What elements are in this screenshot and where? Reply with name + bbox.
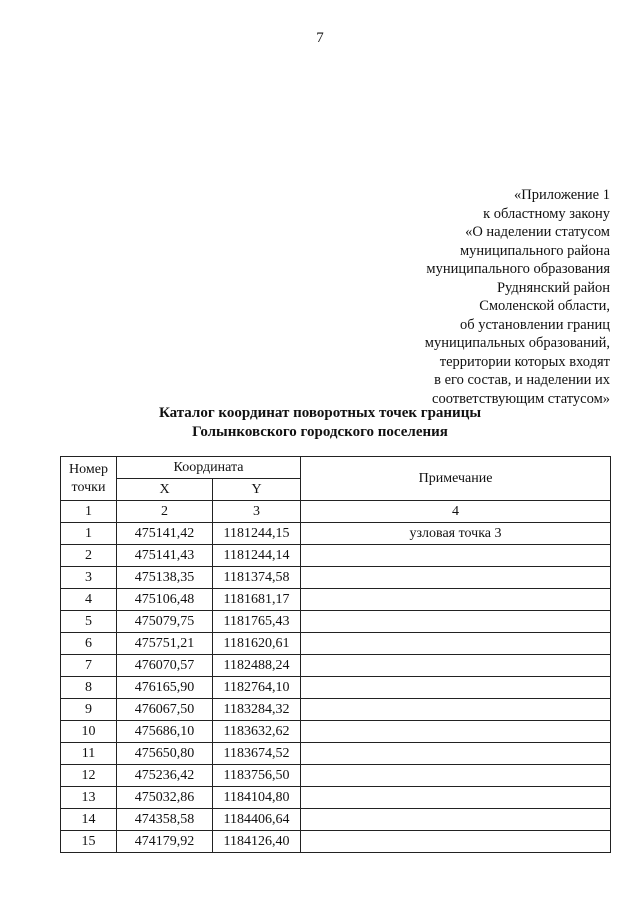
table-row bbox=[61, 589, 611, 611]
y-coordinate-cell: 1184406,64 bbox=[213, 809, 301, 831]
y-coordinate-cell: 1182764,10 bbox=[213, 677, 301, 699]
y-coordinate-cell: 1181765,43 bbox=[213, 611, 301, 633]
point-number-cell: 10 bbox=[61, 721, 117, 743]
x-coordinate-cell: 474358,58 bbox=[117, 809, 213, 831]
point-number-cell: 15 bbox=[61, 831, 117, 853]
point-number-cell: 5 bbox=[61, 611, 117, 633]
x-coordinate-cell: 474179,92 bbox=[117, 831, 213, 853]
table-body bbox=[61, 523, 611, 853]
header-coordinates: Координата bbox=[117, 457, 301, 479]
x-coordinate-cell: 476070,57 bbox=[117, 655, 213, 677]
appendix-line: в его состав, и наделении их bbox=[434, 372, 610, 388]
x-coordinate-cell: 475751,21 bbox=[117, 633, 213, 655]
appendix-line: муниципальных образований, bbox=[424, 335, 610, 351]
caption-line-1: Каталог координат поворотных точек границы bbox=[158, 405, 482, 421]
coordinates-table bbox=[60, 456, 611, 853]
note-cell bbox=[301, 677, 611, 699]
x-coordinate-cell: 475236,42 bbox=[117, 765, 213, 787]
table-row bbox=[61, 809, 611, 831]
x-coordinate-cell: 475686,10 bbox=[117, 721, 213, 743]
y-coordinate-cell: 1181244,15 bbox=[213, 523, 301, 545]
y-coordinate-cell: 1181681,17 bbox=[213, 589, 301, 611]
table-header-row bbox=[61, 457, 611, 479]
x-coordinate-cell: 475032,86 bbox=[117, 787, 213, 809]
y-coordinate-cell: 1181244,14 bbox=[213, 545, 301, 567]
header-point-number: Номер точки bbox=[61, 457, 117, 501]
appendix-line: Руднянский район bbox=[496, 279, 610, 296]
y-coordinate-cell: 1181620,61 bbox=[213, 633, 301, 655]
header-x: X bbox=[117, 479, 213, 501]
note-cell bbox=[301, 765, 611, 787]
y-coordinate-cell: 1181374,58 bbox=[213, 567, 301, 589]
point-number-cell: 6 bbox=[61, 633, 117, 655]
table-row bbox=[61, 655, 611, 677]
appendix-line: Смоленской области, bbox=[479, 298, 610, 314]
appendix-line: территории которых входят bbox=[439, 353, 610, 370]
note-cell bbox=[301, 545, 611, 567]
y-coordinate-cell: 1182488,24 bbox=[213, 655, 301, 677]
appendix-line: муниципального района bbox=[460, 242, 610, 259]
table-row bbox=[61, 523, 611, 545]
table-row bbox=[61, 787, 611, 809]
page-number: 7 bbox=[316, 30, 324, 46]
appendix-line: муниципального образования bbox=[426, 261, 610, 277]
x-coordinate-cell: 475141,43 bbox=[117, 545, 213, 567]
note-cell bbox=[301, 787, 611, 809]
column-number: 3 bbox=[213, 501, 301, 523]
x-coordinate-cell: 476067,50 bbox=[117, 699, 213, 721]
point-number-cell: 7 bbox=[61, 655, 117, 677]
table-row bbox=[61, 567, 611, 589]
note-cell bbox=[301, 699, 611, 721]
point-number-cell: 4 bbox=[61, 589, 117, 611]
appendix-line: «О наделении статусом bbox=[465, 224, 610, 240]
appendix-line: «Приложение 1 bbox=[514, 187, 610, 203]
appendix-line: соответствующим статусом» bbox=[432, 390, 610, 407]
table-row bbox=[61, 611, 611, 633]
point-number-cell: 9 bbox=[61, 699, 117, 721]
note-cell: узловая точка 3 bbox=[301, 523, 611, 545]
table-row bbox=[61, 677, 611, 699]
header-y: Y bbox=[213, 479, 301, 501]
point-number-cell: 14 bbox=[61, 809, 117, 831]
point-number-cell: 2 bbox=[61, 545, 117, 567]
y-coordinate-cell: 1183674,52 bbox=[213, 743, 301, 765]
column-number-row bbox=[61, 501, 611, 523]
table-row bbox=[61, 831, 611, 853]
table-row bbox=[61, 545, 611, 567]
y-coordinate-cell: 1184104,80 bbox=[213, 787, 301, 809]
table-row bbox=[61, 721, 611, 743]
note-cell bbox=[301, 831, 611, 853]
table-caption bbox=[0, 404, 640, 442]
x-coordinate-cell: 476165,90 bbox=[117, 677, 213, 699]
column-number: 4 bbox=[301, 501, 611, 523]
x-coordinate-cell: 475106,48 bbox=[117, 589, 213, 611]
point-number-cell: 13 bbox=[61, 787, 117, 809]
note-cell bbox=[301, 633, 611, 655]
note-cell bbox=[301, 809, 611, 831]
appendix-line: об установлении границ bbox=[459, 316, 610, 333]
note-cell bbox=[301, 589, 611, 611]
x-coordinate-cell: 475650,80 bbox=[117, 743, 213, 765]
table-row bbox=[61, 765, 611, 787]
appendix-line: к областному закону bbox=[483, 205, 610, 222]
table-row bbox=[61, 699, 611, 721]
point-number-cell: 1 bbox=[61, 523, 117, 545]
point-number-cell: 8 bbox=[61, 677, 117, 699]
point-number-cell: 3 bbox=[61, 567, 117, 589]
column-number: 2 bbox=[117, 501, 213, 523]
table-row bbox=[61, 743, 611, 765]
note-cell bbox=[301, 567, 611, 589]
x-coordinate-cell: 475141,42 bbox=[117, 523, 213, 545]
header-note: Примечание bbox=[301, 457, 611, 501]
y-coordinate-cell: 1183632,62 bbox=[213, 721, 301, 743]
column-number: 1 bbox=[61, 501, 117, 523]
caption-line-2: Голынковского городского поселения bbox=[192, 424, 448, 440]
note-cell bbox=[301, 743, 611, 765]
y-coordinate-cell: 1184126,40 bbox=[213, 831, 301, 853]
appendix-header bbox=[425, 186, 610, 408]
note-cell bbox=[301, 611, 611, 633]
note-cell bbox=[301, 655, 611, 677]
y-coordinate-cell: 1183284,32 bbox=[213, 699, 301, 721]
x-coordinate-cell: 475138,35 bbox=[117, 567, 213, 589]
point-number-cell: 11 bbox=[61, 743, 117, 765]
point-number-cell: 12 bbox=[61, 765, 117, 787]
y-coordinate-cell: 1183756,50 bbox=[213, 765, 301, 787]
table-row bbox=[61, 633, 611, 655]
note-cell bbox=[301, 721, 611, 743]
x-coordinate-cell: 475079,75 bbox=[117, 611, 213, 633]
